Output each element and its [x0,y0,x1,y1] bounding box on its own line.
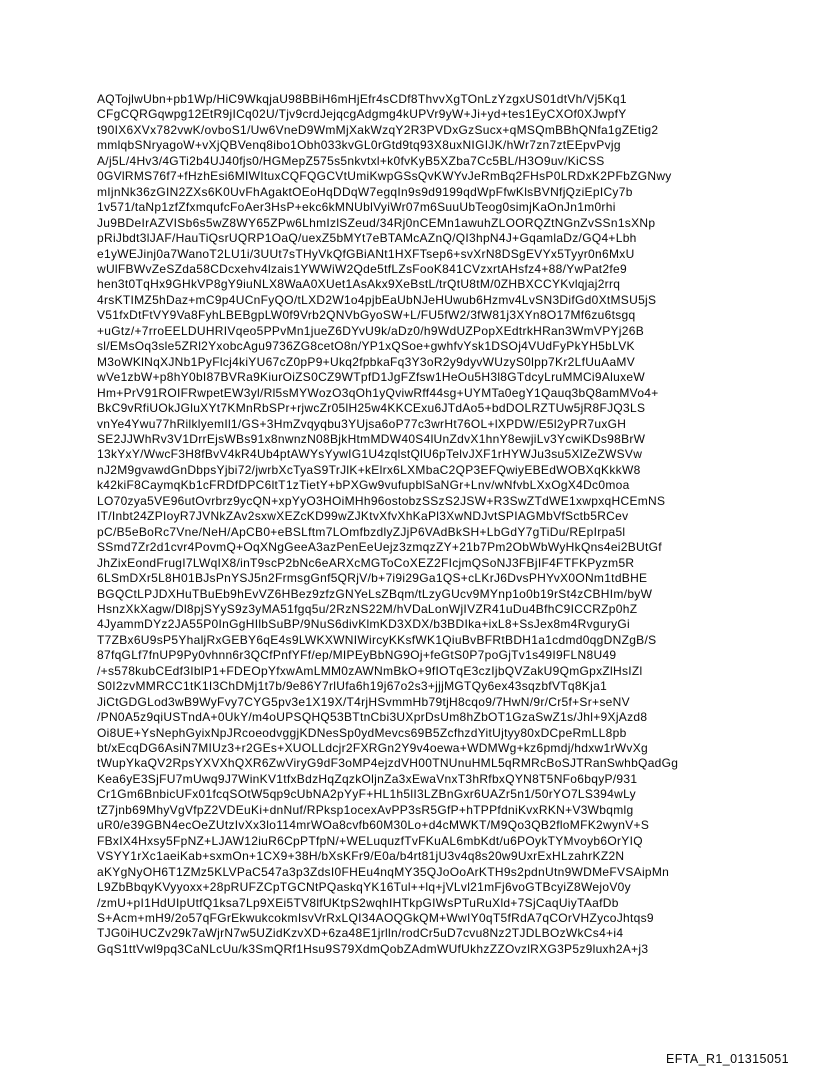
document-text-line: /+s578kubCEdf3IblP1+FDEOpYfxwAmLMM0zAWNmBkO+9fIOTqE3czIjbQVZakU9QmGpxZlHsIZl [97,663,643,678]
document-text-line: L9ZbBbqyKVyyoxx+28pRUFZCpTGCNtPQaskqYK16Tul++lq+jVLvl21mFj6voGTBcyiZ8WejoV0y [97,880,631,895]
document-text-line: mIjnNk36zGIN2ZXs6K0UvFhAgaktOEoHqDDqW7egqIn9s9d9199qdWpFfwKlsBVNfjQziEpICy7b [97,184,633,199]
document-text-line: Oi8UE+YsNephGyixNpJRcoeodvggjKDNesSp0ydMevcs69B5ZcfhzdYitUjtyy80xDCpeRmLL8pb [97,725,627,740]
document-text-line: V51fxDtFtVY9Va8FyhLBEBgpLW0f9Vrb2QNVbGyoSW+L/FU5fW2/3fW81j3XYn8O17Mf6zu6tsgq [97,308,636,323]
document-text-line: BkC9vRfiUOkJGluXYt7KMnRbSPr+rjwcZr05lH25w4KKCExu6JTdAo5+bdDOLRZTUw5jR8FJQ3LS [97,401,646,416]
document-text-line: vnYe4Ywu77hRilklyemIl1/GS+3HmZvqyqbu3YUjsa6oP77c3wrHt76OL+lXPDW/E5l2yPR7uxGH [97,416,627,431]
document-text-line: S+Acm+mH9/2o57qFGrEkwukcokmIsvVrRxLQI34AOQGkQM+WwIY0qT5fRdA7qCOrVHZycoJhtqs9 [97,911,654,926]
document-text-line: pRiJbdt3lJAF/HauTiQsrUQRP1OaQ/uexZ5bMYt7eBTAMcAZnQ/QI3hpN4J+GqamlaDz/GQ4+Lbh [97,231,637,246]
document-text-line: VSYY1rXc1aeiKab+sxmOn+1CX9+38H/bXsKFr9/E0a/b4rt81jU3v4q8s20w9UxrExHLzahrKZ2N [97,849,625,864]
document-text-line: IT/Inbt24ZPIoyR7JVNkZAv2sxwXEZcKD99wZJKtvXfvXhKaPl3XwNDJvtSPIAGMbVfSctb5RCev [97,509,629,524]
document-text-line: BGQCtLPJDXHuTBuEb9hEvVZ6HBez9zfzGNYeLsZBqm/tLzyGUcv9MYnp1o0b19rSt4zCBHIm/byW [97,586,653,601]
document-text-line: t90IX6XVx782vwK/ovboS1/Uw6VneD9WmMjXakWzqY2R3PVDxGzSucx+qMSQmBBhQNfa1gZEtig2 [97,122,659,137]
document-text-line: JiCtGDGLod3wB9WyFvy7CYG5pv3e1X19X/T4rjHSvmmHb79tjH8cqo9/7HwN/9r/Cr5f+Sr+seNV [97,694,630,709]
document-text-line: Kea6yE3SjFU7mUwq9J7WinKV1tfxBdzHqZqzkOljnZa3xEwaVnxT3hRfbxQYN8T5NFo6bqyP/931 [97,771,638,786]
document-text-line: aKYgNyOH6T1ZMz5KLVPaC547a3p3ZdsI0FHEu4nqMY35QJoOoArKTH9s2pdnUtn9WDMeFVSAipMn [97,864,670,879]
document-text-line: sl/EMsOq3sle5ZRl2YxobcAgu9736ZG8cetO8n/YP1xQSoe+gwhfvYsk1DSOj4VUdFyPkYH5bLVK [97,339,635,354]
document-text-line: bt/xEcqDG6AsiN7MIUz3+r2GEs+XUOLLdcjr2FXRGn2Y9v4oewa+WDMWg+kz6pmdj/hdxw1rWvXg [97,741,648,756]
document-text-line: T7ZBx6U9sP5YhaljRxGEBY6qE4s9LWKXWNIWircyKKsfWK1QiuBvBFRtBDH1a1cdmd0qgDNZgB/S [97,632,657,647]
document-text-line: /zmU+pI1HdUIpUtfQ1ksa7Lp9XEi5TV8lfUKtpS2wqhIHTkpGIWsPTuRuXld+7SjCaqUiyTAafDb [97,895,619,910]
document-text-line: hen3t0TqHx9GHkVP8gY9iuNLX8WaA0XUet1AsAkx9XeBstL/trQtU8tM/0ZHBXCCYKvlqjaj2rrq [97,277,621,292]
document-text-line: Cr1Gm6BnbicUFx01fcqSOtW5qp9cUbNA2pYyF+HL1h5lI3LZBnGxr6UAZr5n1/50rYO7LS394wLy [97,787,636,802]
document-text-line: CFgCQRGqwpg12EtR9jICq02U/Tjv9crdJejqcgAdgmg4kUPVr9yW+Ji+yd+tes1EyCXOf0XJwpfY [97,107,627,122]
document-text-line: k42kiF8CaymqKb1cFRDfDPC6ltT1zTietY+bPXGw9vufupblSaNGr+Lnv/wNfvbLXxOgX4Dc0moa [97,478,630,493]
document-text-line: nJ2M9gvawdGnDbpsYjbi72/jwrbXcTyaS9TrJlK+kElrx6LXMbaC2QP3EFQwiyEBEdWOBXqKkkW8 [97,462,641,477]
document-text-line: 87fqGLf7fnUP9Py0vhnn6r3QCfPnfYFf/ep/MIPEyBbNG9Oj+feGtS0P7poGjTv1s49I9FLN8U49 [97,648,617,663]
encoded-text-block [97,92,757,957]
document-text-line: LO70zya5VE96utOvrbrz9ycQN+xpYyO3HOiMHh96ostobzSSzS2JSW+R3SwZTdWE1xwpxqHCEmNS [97,493,666,508]
document-text-line: AQTojlwUbn+pb1Wp/HiC9WkqjaU98BBiH6mHjEfr4sCDf8ThvvXgTOnLzYzgxUS01dtVh/Vj5Kq1 [97,92,627,106]
document-text-line: Ju9BDeIrAZVISb6s5wZ8WY65ZPw6LhmIzlSZeud/34Rj0nCEMn1awuhZLOORQZtNGnZvSSn1sXNp [97,215,656,230]
document-text-line: M3oWKlNqXJNb1PyFlcj4kiYU67cZ0pP9+Ukq2fpbkaFq3Y3oR2y9dyvWUzyS0lpp7Kr2LfUuAaMV [97,354,636,369]
document-text-line: JhZixEondFrugI7LWqIX8/inT9scP2bNc6eARXcMGToCoXEZ2FIcjmQSoNJ3FBjIF4FTFKPyzm5R [97,555,635,570]
document-text-line: tWupYkaQV2RpsYXVXhQXR6ZwViryG9dF3oMP4ejzdVH00TNUnuHML5qRMRcBoSJTRanSwhbQadGg [97,756,679,771]
document-text-line: wVe1zbW+p8hY0bI87BVRa9KiurOiZS0CZ9WTpfD1JgFZfsw1HeOu5H3l8GTdcyLruMMCi9AluxeW [97,370,645,385]
document-text-line: mmlqbSNryagoW+vXjQBVenq8ibo1Obh033kvGL0rGtd9tq93X8uxNIGIJK/hWr7zn7ztEEpvPvjg [97,138,621,153]
document-text-line: FBxIX4Hxsy5FpNZ+LJAW12iuR6CpPTfpN/+WELuquzfTvFKuAL6mbKdt/u6POykTYMvoyb6OrYIQ [97,833,643,848]
document-text-line: uR0/e39GBN4ecOeZUtzIvXx3lo114mrWOa8cvfb60M30Lo+d4cMWKT/M9Qo3QB2floMFK2wynV+S [97,818,650,833]
document-text-line: GqS1ttVwl9pq3CaNLcUu/k3SmQRf1Hsu9S79XdmQobZAdmWUfUkhzZZOvzlRXG3P5z9luxh2A+j3 [97,941,649,956]
document-text-line: 13kYxY/WwcF3H8fBvV4kR4Ub4ptAWYsYywIG1U4zqlstQlU6pTelvJXF1rHYWJu3su5XlZeZWSVw [97,447,643,462]
document-text-line: 4JyammDYz2JA55P0InGgHIlbSuBP/9NuS6divKlmKD3XDX/b3BDIka+ixL8+SsJex8m4RvguryGi [97,617,631,632]
bates-number: EFTA_R1_01315051 [666,1052,789,1066]
document-text-line: 6LSmDXr5L8H01BJsPnYSJ5n2FrmsgGnf5QRjV/b+7i9i29Ga1QS+cLKrJ6DvsPHYvX0ONm1tdBHE [97,571,648,586]
document-text-line: 0GVlRMS76f7+fHzhEsi6MIWItuxCQFQGCVtUmiKwpGSsQvKWYvJeRmBq2FHsP0LRDxK2PFbZGNwy [97,169,672,184]
document-text-line: +uGtz/+7rroEELDUHRIVqeo5PPvMn1jueZ6DYvU9k/aDz0/h9WdUZPopXEdtrkHRan3WmVPYj26B [97,323,645,338]
document-text-line: SSmd7Zr2d1cvr4PovmQ+OqXNgGeeA3azPenEeUejz3zmqzZY+21b7Pm2ObWbWyHkQns4ei2BUtGf [97,540,662,555]
document-text-line: HsnzXkXagw/Dl8pjSYyS9z3yMA51fgq5u/2RzNS22M/hVDaLonWjIVZR41uDu4BfhC9ICCRZp0hZ [97,601,638,616]
document-text-line: tZ7jnb69MhyVgVfpZ2VDEuKi+dnNuf/RPksp1ocexAvPP3sR5GfP+hTPPfdniKvxRKN+V3Wbqmlg [97,802,634,817]
document-text-line: e1yWEJinj0a7WanoT2LU1i/3UUt7sTHyVkQfGBiANt1HXFTsep6+svXrN8DSgEVYx5Tyyr0n6MxU [97,246,635,261]
document-text-line: 1v571/taNp1zfZfxmqufcFoAer3HsP+ekc6kMNUblVyiWr07m6SuuUbTeog0simjKaOnJn1m0rhi [97,200,616,215]
document-text-line: A/j5L/4Hv3/4GTi2b4UJ40fjs0/HGMepZ575s5nkvtxl+k0fvKyB5XZba7Cc5BL/H3O9uv/KiCSS [97,153,605,168]
document-text-line: 4rsKTIMZ5hDaz+mC9p4UCnFyQO/tLXD2W1o4pjbEaUbNJeHUwub6Hzmv4LvSN3DifGd0XtMSU5jS [97,292,657,307]
document-text-line: SE2JJWhRv3V1DrrEjsWBs91x8nwnzN08BjkHtmMDW40S4lUnZdvX1hnY8ewjiLv3YcwiKDs98BrW [97,431,646,446]
document-text-line: Hm+PrV91ROIFRwpetEW3yl/Rl5sMYWozO3qOh1yQviwRff44sg+UYMTa0egY1Qauq3bQ8amMVo4+ [97,385,659,400]
document-text-line: wUlFBWvZeSZda58CDcxehv4lzais1YWWiW2Qde5tfLZsFooK841CVzxrtAHsfz4+88/YwPat2fe9 [97,261,627,276]
document-text-line: pC/B5eBoRc7Vne/NeH/ApCB0+eBSLftm7LOmfbzdlyZJjP6VAdBkSH+LbGdY7gTiDu/REpIrpa5l [97,524,626,539]
document-text-line: TJG0iHUCZv29k7aWjrN7w5UZidKzvXD+6za48E1jrlln/rodCr5uD7cvu8Nz2TJDLBOzWkCs4+i4 [97,926,624,941]
document-text-line: S0I2zvMMRCC1tK1I3ChDMj1t7b/9e86Y7rlUfa6h19j67o2s3+jjjMGTQy6ex43sqzbfVTq8Kja1 [97,679,608,694]
document-text-line: /PN0A5z9qiUSTndA+0UkY/m4oUPSQHQ53BTtnCbi3UXprDsUm8hZbOT1GzaSwZ1s/Jhl+9XjAzd8 [97,710,648,725]
